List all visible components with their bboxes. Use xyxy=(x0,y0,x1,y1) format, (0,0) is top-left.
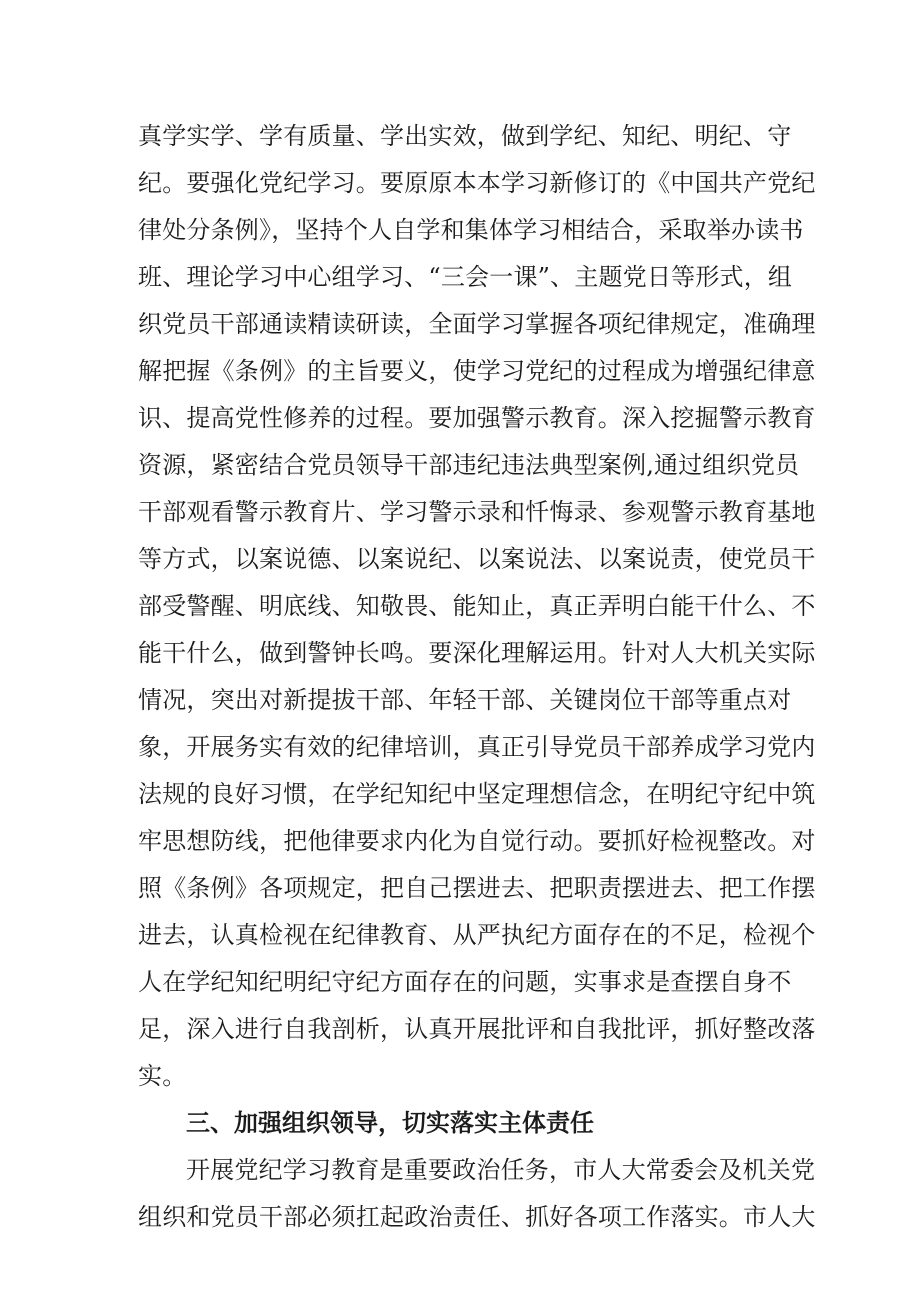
paragraph-line: 能干什么，做到警钟长鸣。要深化理解运用。针对人大机关实际 xyxy=(138,639,816,667)
paragraph-line: 织党员干部通读精读研读，全面学习掌握各项纪律规定，准确理 xyxy=(138,310,816,338)
paragraph-line: 部受警醒、明底线、知敬畏、能知止，真正弄明白能干什么、不 xyxy=(138,592,816,620)
paragraph-line: 律处分条例》，坚持个人自学和集体学习相结合，采取举办读书 xyxy=(138,216,804,244)
paragraph-line: 资源，紧密结合党员领导干部违纪违法典型案例,通过组织党员 xyxy=(138,451,800,479)
paragraph-line: 人在学纪知纪明纪守纪方面存在的问题，实事求是查摆自身不 xyxy=(138,968,792,996)
paragraph-line: 干部观看警示教育片、学习警示录和忏悔录、参观警示教育基地 xyxy=(138,498,816,526)
paragraph-line: 足，深入进行自我剖析，认真开展批评和自我批评，抓好整改落 xyxy=(138,1015,816,1043)
paragraph-line: 实。 xyxy=(138,1062,187,1090)
paragraph-line: 象，开展务实有效的纪律培训，真正引导党员干部养成学习党内 xyxy=(138,733,816,761)
paragraph-line: 法规的良好习惯，在学纪知纪中坚定理想信念，在明纪守纪中筑 xyxy=(138,780,816,808)
paragraph-line: 情况，突出对新提拔干部、年轻干部、关键岗位干部等重点对 xyxy=(138,686,792,714)
paragraph-line: 班、理论学习中心组学习、“三会一课”、主题党日等形式，组 xyxy=(138,263,793,291)
section-heading: 三、加强组织领导，切实落实主体责任 xyxy=(186,1109,594,1137)
paragraph-line: 照《条例》各项规定，把自己摆进去、把职责摆进去、把工作摆 xyxy=(138,874,816,902)
paragraph-line: 组织和党员干部必须扛起政治责任、抓好各项工作落实。市人大 xyxy=(138,1203,816,1231)
paragraph-line: 解把握《条例》的主旨要义，使学习党纪的过程成为增强纪律意 xyxy=(138,357,816,385)
paragraph-line: 识、提高党性修养的过程。要加强警示教育。深入挖掘警示教育 xyxy=(138,404,816,432)
paragraph-line: 牢思想防线，把他律要求内化为自觉行动。要抓好检视整改。对 xyxy=(138,827,816,855)
paragraph-line: 真学实学、学有质量、学出实效，做到学纪、知纪、明纪、守 xyxy=(138,122,792,150)
paragraph-line: 开展党纪学习教育是重要政治任务，市人大常委会及机关党 xyxy=(186,1156,816,1184)
paragraph-line: 纪。要强化党纪学习。要原原本本学习新修订的《中国共产党纪 xyxy=(138,169,816,197)
paragraph-line: 进去，认真检视在纪律教育、从严执纪方面存在的不足，检视个 xyxy=(138,921,816,949)
paragraph-line: 等方式，以案说德、以案说纪、以案说法、以案说责，使党员干 xyxy=(138,545,816,573)
